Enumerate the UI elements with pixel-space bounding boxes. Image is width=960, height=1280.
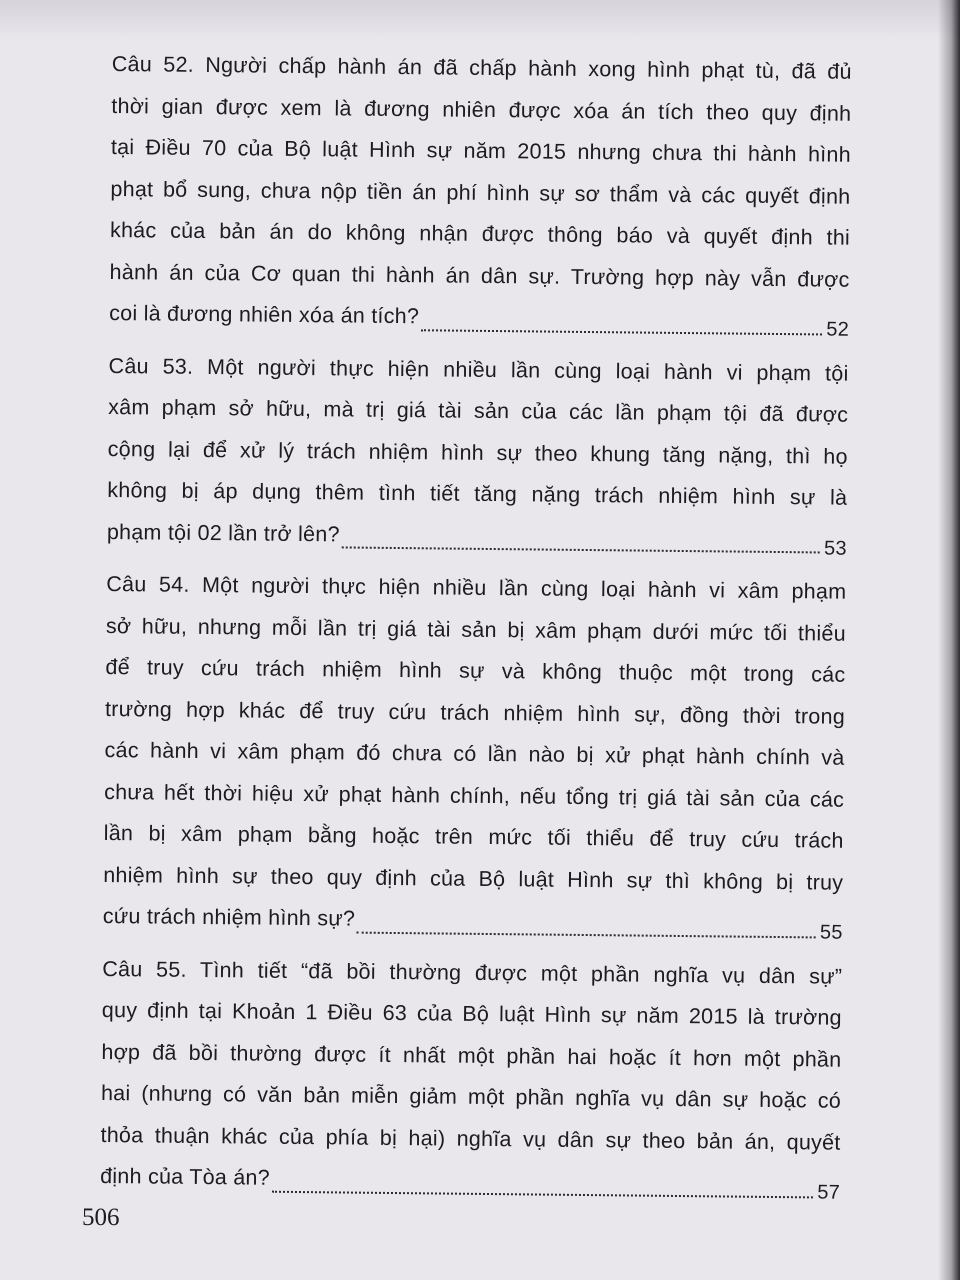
toc-line: tại Điều 70 của Bộ luật Hình sự năm 2015 nhưng chưa thi hành hình [110,134,852,167]
toc-line: thời gian được xem là đương nhiên được xóa án tích theo quy định [111,93,852,126]
toc-last-line [100,1156,840,1206]
dot-leader [357,931,816,938]
toc-entry-54 [103,564,847,946]
toc-line: Câu 54. Một người thực hiện nhiều lần cùng loại hành vi xâm phạm [106,571,847,604]
table-of-contents [100,44,852,1216]
toc-line: thỏa thuận khác của phía bị hại) nghĩa vụ dân sự theo bản án, quyết [100,1122,841,1155]
toc-line: không bị áp dụng thêm tình tiết tăng nặng trách nhiệm hình sự là [107,477,848,510]
toc-last-line [103,896,843,946]
toc-entry-53 [107,345,849,561]
page-number: 57 [817,1181,841,1204]
toc-line: sở hữu, nhưng mỗi lần trị giá tài sản bị xâm phạm dưới mức tối thiểu [105,613,846,646]
toc-line: các hành vi xâm phạm đó chưa có lần nào bị xử phạt hành chính và [104,737,845,770]
toc-line: để truy cứu trách nhiệm hình sự và không thuộc một trong các [105,654,846,687]
toc-line: phạm tội 02 lần trở lên? [106,519,340,546]
toc-line: hợp đã bồi thường được ít nhất một phần hai hoặc ít hơn một phần [101,1039,842,1072]
toc-line: Câu 53. Một người thực hiện nhiều lần cùng loại hành vi phạm tội [108,353,849,386]
dot-leader [342,546,820,553]
toc-line: cứu trách nhiệm hình sự? [102,903,356,931]
toc-line: trường hợp khác để truy cứu trách nhiệm hình sự, đồng thời trong [104,696,846,729]
toc-line: Câu 55. Tình tiết “đã bồi thường được một phần nghĩa vụ dân sự” [102,956,843,989]
page-number: 55 [819,921,843,944]
toc-line: hai (nhưng có văn bản miễn giảm một phần nghĩa vụ dân sự hoặc có [100,1080,842,1113]
page-top-shade [0,0,960,40]
page-number: 53 [823,536,847,560]
toc-line: định của Tòa án? [100,1163,271,1190]
dot-leader [272,1190,813,1198]
dot-leader [421,329,822,335]
toc-line: coi là đương nhiên xóa án tích? [109,300,420,329]
toc-last-line [109,293,849,343]
toc-line: cộng lại để xử lý trách nhiệm hình sự theo khung tăng nặng, thì họ [107,436,848,469]
toc-line: hành án của Cơ quan thi hành án dân sự. Trường hợp này vẫn được [109,259,850,292]
toc-last-line [107,511,847,561]
toc-line: Câu 52. Người chấp hành án đã chấp hành xong hình phạt tù, đã đủ [111,51,852,84]
toc-line: phạt bổ sung, chưa nộp tiền án phí hình sự sơ thẩm và các quyết định [110,176,851,209]
toc-line: khác của bản án do không nhận được thông báo và quyết định thi [109,217,851,250]
page-number: 52 [826,318,850,341]
toc-line: lần bị xâm phạm bằng hoặc trên mức tối thiểu để truy cứu trách [103,820,844,853]
toc-line: quy định tại Khoản 1 Điều 63 của Bộ luật Hình sự năm 2015 là trường [101,997,842,1030]
book-spine-shadow [938,0,960,1280]
toc-entry-55 [100,948,843,1206]
toc-line: xâm phạm sở hữu, mà trị giá tài sản của các lần phạm tội đã được [108,394,849,427]
toc-line: chưa hết thời hiệu xử phạt hành chính, nếu tổng trị giá tài sản của các [104,779,845,812]
folio-page-number: 506 [82,1204,120,1231]
toc-line: nhiệm hình sự theo quy định của Bộ luật Hình sự thì không bị truy [103,862,844,895]
toc-entry-52 [109,44,852,343]
